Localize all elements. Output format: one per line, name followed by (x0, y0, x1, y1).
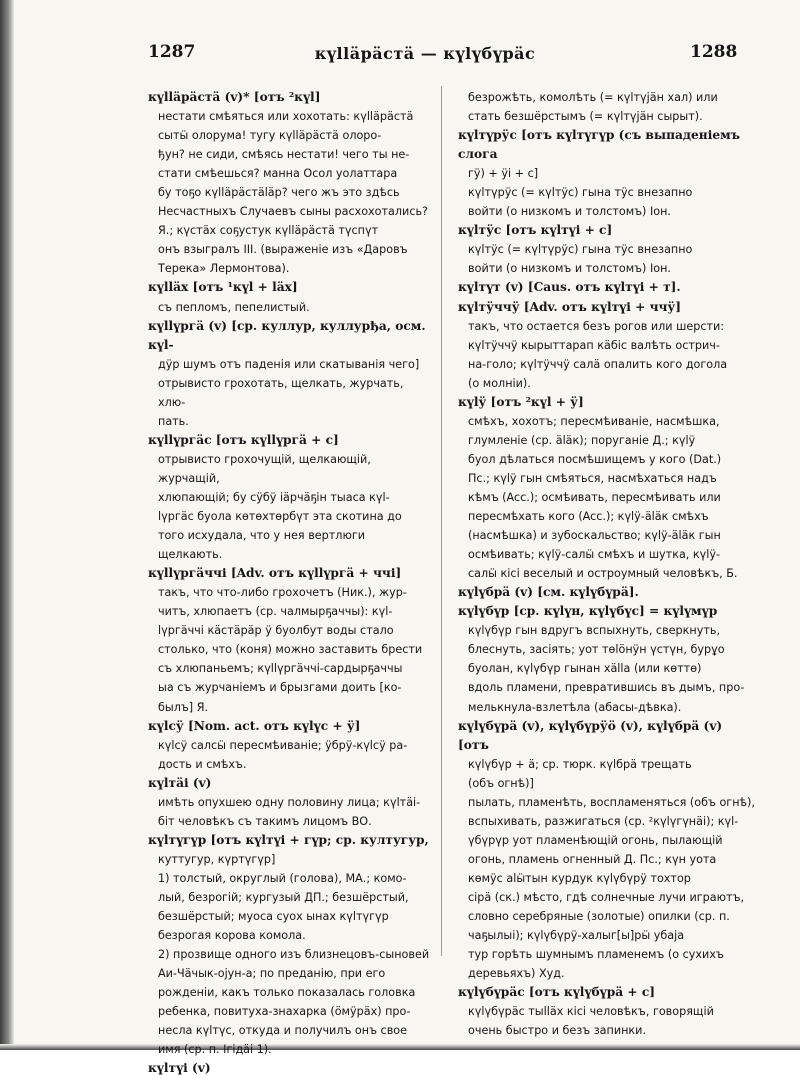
entry-headword: күllүргӓ (v) [ср. куллур, куллурђа, осм. күl- (148, 318, 426, 352)
dictionary-entry (148, 88, 432, 278)
entry-line: біт человѣкъ съ такимъ лицомъ ВО. (158, 814, 372, 828)
entry-line: lүргӓс буола көтөхтөрбүт эта скотина до (158, 510, 402, 524)
entry-line: огонь, пламень огненный Д. Пс.; күн уота (468, 852, 717, 866)
entry-line: имѣть опухшею одну половину лица; күlтӓі- (158, 795, 421, 809)
entry-line: нестати смѣяться или хохотать: күllӓрӓстӓ (158, 110, 414, 124)
entry-line: бу тоҕо күllӓрӓстӓlӓр? чего жъ это здѣсь (158, 186, 400, 200)
entry-line: гӱ) + ӱі + с] (468, 167, 539, 181)
scan-binding-edge (0, 0, 14, 1050)
entry-line: такъ, что что-либо грохочетъ (Ник.), жур- (158, 586, 407, 600)
entry-line: вспыхивать, разжигаться (ср. ²күlүгүнӓі); күl- (468, 814, 739, 828)
running-header: күllӓрӓстӓ — күlүбүрӓс (314, 44, 536, 63)
entry-line: безрогая корова комола. (158, 929, 306, 943)
entry-line: такъ, что остается безъ рогов или шерсти: (468, 319, 725, 333)
entry-line: стати смѣешься? манна Осол уолаттара (158, 167, 398, 181)
entry-line: пересмѣхать кого (Acc.); күlӱ-ӓlӓк смѣхъ (468, 510, 709, 524)
entry-line: пылать, пламенѣть, воспламеняться (объ огнѣ), (468, 795, 755, 809)
entry-headword: күlтүі (v) (148, 1061, 211, 1076)
entry-line: чаҕылыі); күlүбүрӱ-халыг[ы]рӹ убаја (468, 929, 685, 943)
entry-line: словно серебряные (золотые) опилки (ср. п. (468, 910, 730, 924)
column-divider (441, 86, 442, 956)
dictionary-entry (148, 831, 432, 1060)
dictionary-entry (458, 88, 756, 126)
right-column (458, 88, 756, 1040)
entry-headword: күlүбүрӓ (v), күlүбүрӱӧ (v), күlүбрӓ (v) [отъ (458, 718, 723, 752)
entry-line: на-голо; күlтӱччӱ салӓ опалить кого догола (468, 357, 728, 371)
entry-line: күlүбүр гын вдругъ вспыхнуть, сверкнуть, (468, 624, 721, 638)
entry-line: читъ, хлюпаетъ (ср. чалмырҕаччы): күl- (158, 605, 393, 619)
entry-line: 2) прозвище одного изъ близнецовъ-сыновей (158, 948, 430, 962)
left-column (148, 88, 432, 1078)
entry-line: күlтӱччӱ кырыттарап кӓбіс валѣть острич- (468, 338, 720, 352)
entry-line: Терека» Лермонтова). (158, 262, 290, 276)
dictionary-entry (148, 278, 432, 316)
entry-headword: күlтӱс [отъ күlтүі + с] (458, 223, 613, 238)
dictionary-entry (148, 317, 432, 431)
dictionary-entry (148, 564, 432, 716)
entry-line: Я.; күстӓх соҕустук күllӓрӓстӓ түспүт (158, 224, 379, 238)
entry-line: осмѣивать; күlӱ-салӹ смѣхъ и шутка, күlӱ- (468, 548, 721, 562)
entry-line: глумленіе (ср. ӓlӓк); поруганіе Д.; күlӱ (468, 433, 696, 447)
entry-line: көмӱс аlӹтын курдук күlүбүрӱ тохтор (468, 871, 691, 885)
entry-line: күlсӱ салсӹ пересмѣиваніе; ӱбрӱ-күlсӱ ра- (158, 738, 408, 752)
left-page-number: 1287 (148, 42, 196, 62)
dictionary-entry (148, 431, 432, 564)
entry-line: съ пепломъ, пепелистый. (158, 300, 310, 314)
entry-line: күlтӱс (= күlтүрӱс) гына тӱс внезапно (468, 243, 693, 257)
entry-line: күlтүрӱс (= күlтӱс) гына тӱс внезапно (468, 186, 693, 200)
entry-headword: күlүбүр [ср. күlүн, күlүбүс] = күlүмүр (458, 604, 718, 619)
entry-line: деревьяхъ) Худ. (468, 967, 565, 981)
dictionary-entry (458, 583, 756, 602)
dictionary-entry (458, 298, 756, 393)
entry-headword: күlтӱччӱ [Adv. отъ күlтүі + ччӱ] (458, 299, 681, 314)
dictionary-entry (458, 602, 756, 716)
entry-line: несла күlтүс, откуда и получилъ онъ свое (158, 1024, 408, 1038)
entry-line: столько, что (коня) можно заставить брести (158, 643, 423, 657)
entry-headword: күlсӱ [Nom. act. отъ күlүс + ӱ] (148, 718, 361, 733)
entry-line: былъ] Я. (158, 700, 209, 714)
entry-line: (объ огнѣ)] (468, 776, 534, 790)
entry-line: дӱр шумъ отъ паденія или скатыванія чего] (158, 357, 420, 371)
entry-headword: күlүбрӓ (v) [см. күlүбүрӓ]. (458, 585, 639, 600)
entry-headword: күllӓрӓстӓ (v)* [отъ ²күl] (148, 90, 321, 104)
entry-headword: күllүргӓс [отъ күllүргӓ + с] (148, 432, 339, 447)
entry-headword: күllүргӓччі [Adv. отъ күllүргӓ + ччі] (148, 566, 402, 581)
entry-line: (о молніи). (468, 376, 531, 390)
entry-line: того исхудала, что у нея вертлюги щелкають. (158, 529, 366, 562)
entry-line: лый, безрогій; кургузый ДП.; безшёрстый, (158, 890, 409, 904)
entry-line: отрывисто грохочущій, щелкающій, журчащій, (158, 452, 371, 485)
entry-line: войти (о низкомъ и толстомъ) Іон. (468, 262, 671, 276)
entry-line: күlүбүр + ӓ; ср. тюрк. күlбрӓ трещать (468, 757, 692, 771)
entry-line: пать. (158, 414, 189, 428)
entry-line: кѣмъ (Acc.); осмѣивать, пересмѣивать или (468, 490, 721, 504)
entry-line: 1) толстый, округлый (голова), МА.; комо- (158, 871, 407, 885)
entry-line: ребенка, повитуха-знахарка (ӧмӱрӓх) про- (158, 1005, 411, 1019)
entry-line: lүргӓччі кӓстӓрӓр ӱ буолбут воды стало (158, 624, 394, 638)
dictionary-entry (458, 278, 756, 297)
dictionary-entry (148, 774, 432, 831)
entry-line: съ хлюпаньемъ; күllүргӓччі-сардырҕаччы (158, 662, 403, 676)
entry-line: блеснуть, засіять; уот төlӧнӱн үстүн, бурұо (468, 643, 725, 657)
entry-line: дость и смѣхъ. (158, 757, 247, 771)
dictionary-entry (458, 983, 756, 1040)
entry-line: Пс.; күlӱ гын смѣяться, насмѣхаться надъ (468, 471, 717, 485)
dictionary-entry (458, 393, 756, 583)
right-page-number: 1288 (690, 42, 738, 62)
entry-line: стать безшёрстымъ (= күlтүjӓн сырыт). (468, 110, 703, 124)
entry-line: войти (о низкомъ и толстомъ) Іон. (468, 205, 671, 219)
dictionary-entry (148, 1059, 432, 1078)
entry-line: безшёрстый; муоса суох ынах күlтүгүр (158, 910, 389, 924)
entry-line: хлюпающій; бу сӱбӱ іӓрчӓҕін тыаса күl- (158, 490, 390, 504)
entry-line: вдоль пламени, превратившись въ дымъ, про- (468, 681, 745, 695)
entry-line: салӹ кісі веселый и остроумный человѣкъ, Б. (468, 567, 738, 581)
entry-line: ыа съ журчаніемъ и брызгами доить [ко- (158, 681, 402, 695)
entry-line: күlүбүрӓс тыllӓх кісі человѣкъ, говорящій (468, 1005, 714, 1019)
entry-headword: күlүбүрӓс [отъ күlүбүрӓ + с] (458, 985, 656, 1000)
entry-line: ђун? не сиди, смѣясь нестати! чего ты не- (158, 148, 410, 162)
entry-line: тур горѣть шумнымъ пламенемъ (о сухихъ (468, 948, 724, 962)
dictionary-entry (458, 221, 756, 278)
entry-line: имя (ср. п. Ігідӓі 1). (158, 1043, 272, 1057)
entry-headword: күlтүрӱс [отъ күlтүгүр (съ выпаденіемъ слога (458, 128, 741, 162)
entry-headword: күlтүт (v) [Caus. отъ күlтүі + т]. (458, 280, 681, 295)
dictionary-entry (458, 717, 756, 984)
entry-headword: күlтӓі (v) (148, 775, 212, 790)
entry-line: онъ взыгралъ III. (выраженіе изъ «Даровъ (158, 243, 408, 257)
dictionary-entry (148, 717, 432, 774)
entry-line: буол дѣлаться посмѣшищемъ у кого (Dat.) (468, 452, 722, 466)
entry-line: үбүрүр уот пламенѣющій огонь, пылающій (468, 833, 723, 847)
entry-line: (насмѣшка) и зубоскальство; күlӱ-ӓlӓк гын (468, 529, 721, 543)
entry-line: мелькнула-взлетѣла (абасы-дѣвка). (468, 700, 682, 714)
dictionary-entry (458, 126, 756, 221)
entry-line: рожденіи, какъ только показалась головка (158, 986, 416, 1000)
entry-line: Аи-Чӓчык-оjун-а; по преданію, при его (158, 967, 386, 981)
entry-headword: күllӓх [отъ ¹күl + lӓх] (148, 280, 298, 295)
entry-line: очень быстро и безъ запинки. (468, 1024, 647, 1038)
entry-line: Несчастныхъ Случаевъ сыны расхохотались? (158, 205, 428, 219)
entry-line: буолан, күlүбүр гынан хӓllа (или көттө) (468, 662, 702, 676)
entry-headword: күlӱ [отъ ²күl + ӱ] (458, 394, 584, 409)
entry-headword: күlтүгүр [отъ күlтүі + гүр; ср. култугур, (148, 832, 429, 847)
entry-line: безрожѣть, комолѣть (= күlтүjӓн хал) или (468, 91, 718, 104)
entry-line: отрывисто грохотать, щелкать, журчать, хлю- (158, 376, 404, 409)
entry-line: смѣхъ, хохотъ; пересмѣиваніе, насмѣшка, (468, 414, 720, 428)
entry-line: сытӹ олорума! тугу күllӓрӓстӓ олоро- (158, 129, 382, 143)
entry-line: куттугур, күртүгүр] (158, 852, 276, 866)
entry-line: сірӓ (ск.) мѣсто, гдѣ солнечные лучи играютъ, (468, 890, 745, 904)
